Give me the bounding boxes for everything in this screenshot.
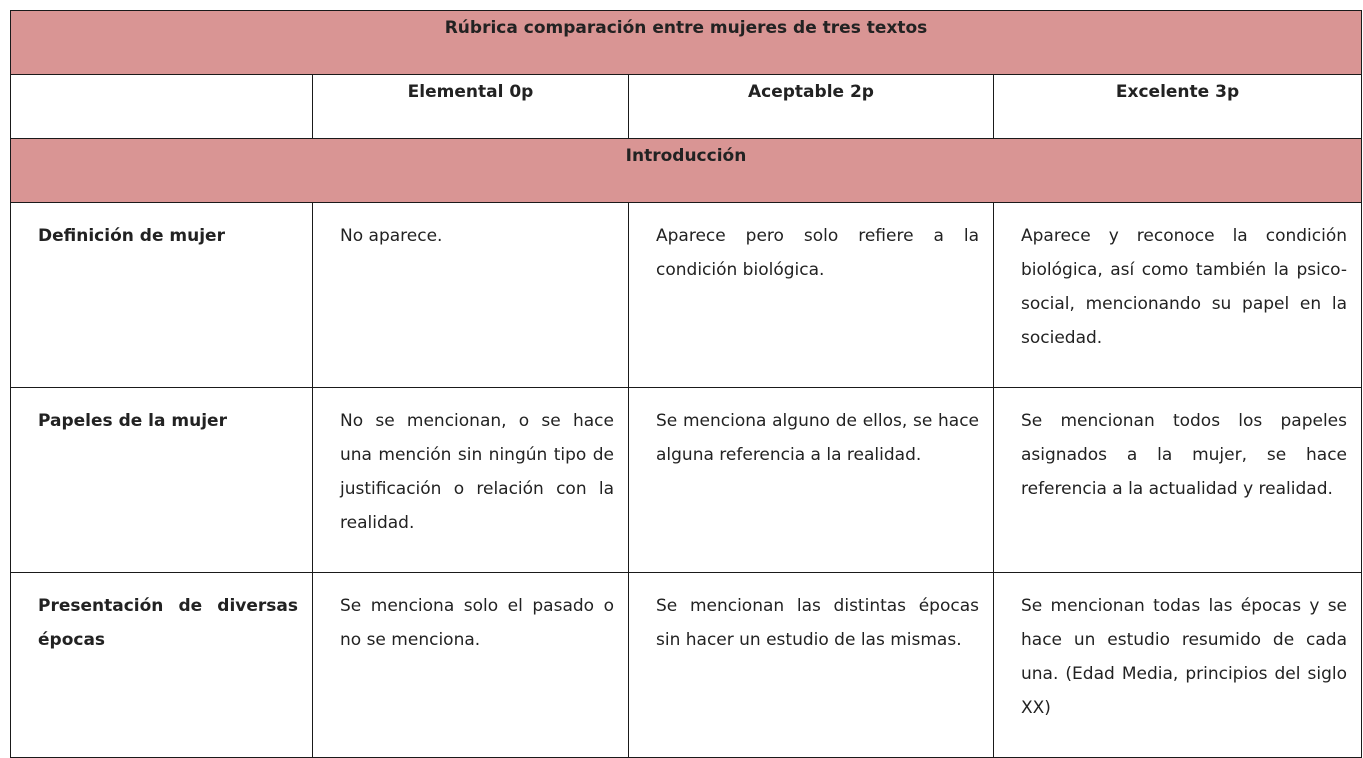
- criterion-cell: Definición de mujer: [11, 203, 313, 388]
- elemental-cell: No aparece.: [313, 203, 629, 388]
- aceptable-cell: Aparece pero solo refiere a la condición biológica.: [629, 203, 994, 388]
- elemental-cell: Se menciona solo el pasado o no se menciona.: [313, 573, 629, 758]
- excelente-cell: Se mencionan todas las épocas y se hace un estudio resumido de cada una. (Edad Media, principios del siglo XX): [994, 573, 1362, 758]
- criterion-cell: Presentación de diversas épocas: [11, 573, 313, 758]
- table-row: [11, 203, 1362, 388]
- rubric-title: Rúbrica comparación entre mujeres de tres textos: [11, 11, 1362, 75]
- header-criterion: [11, 75, 313, 139]
- header-row: [11, 75, 1362, 139]
- section-title: Introducción: [11, 139, 1362, 203]
- title-row: [11, 11, 1362, 75]
- elemental-cell: No se mencionan, o se hace una mención sin ningún tipo de justificación o relación con la realidad.: [313, 388, 629, 573]
- table-row: [11, 388, 1362, 573]
- criterion-cell: Papeles de la mujer: [11, 388, 313, 573]
- excelente-cell: Se mencionan todos los papeles asignados a la mujer, se hace referencia a la actualidad y realidad.: [994, 388, 1362, 573]
- header-excelente: Excelente 3p: [994, 75, 1362, 139]
- aceptable-cell: Se mencionan las distintas épocas sin hacer un estudio de las mismas.: [629, 573, 994, 758]
- rubric-table: [10, 10, 1362, 758]
- section-row: [11, 139, 1362, 203]
- table-row: [11, 573, 1362, 758]
- header-aceptable: Aceptable 2p: [629, 75, 994, 139]
- header-elemental: Elemental 0p: [313, 75, 629, 139]
- excelente-cell: Aparece y reconoce la condición biológica, así como también la psico-social, mencionando su papel en la sociedad.: [994, 203, 1362, 388]
- aceptable-cell: Se menciona alguno de ellos, se hace alguna referencia a la realidad.: [629, 388, 994, 573]
